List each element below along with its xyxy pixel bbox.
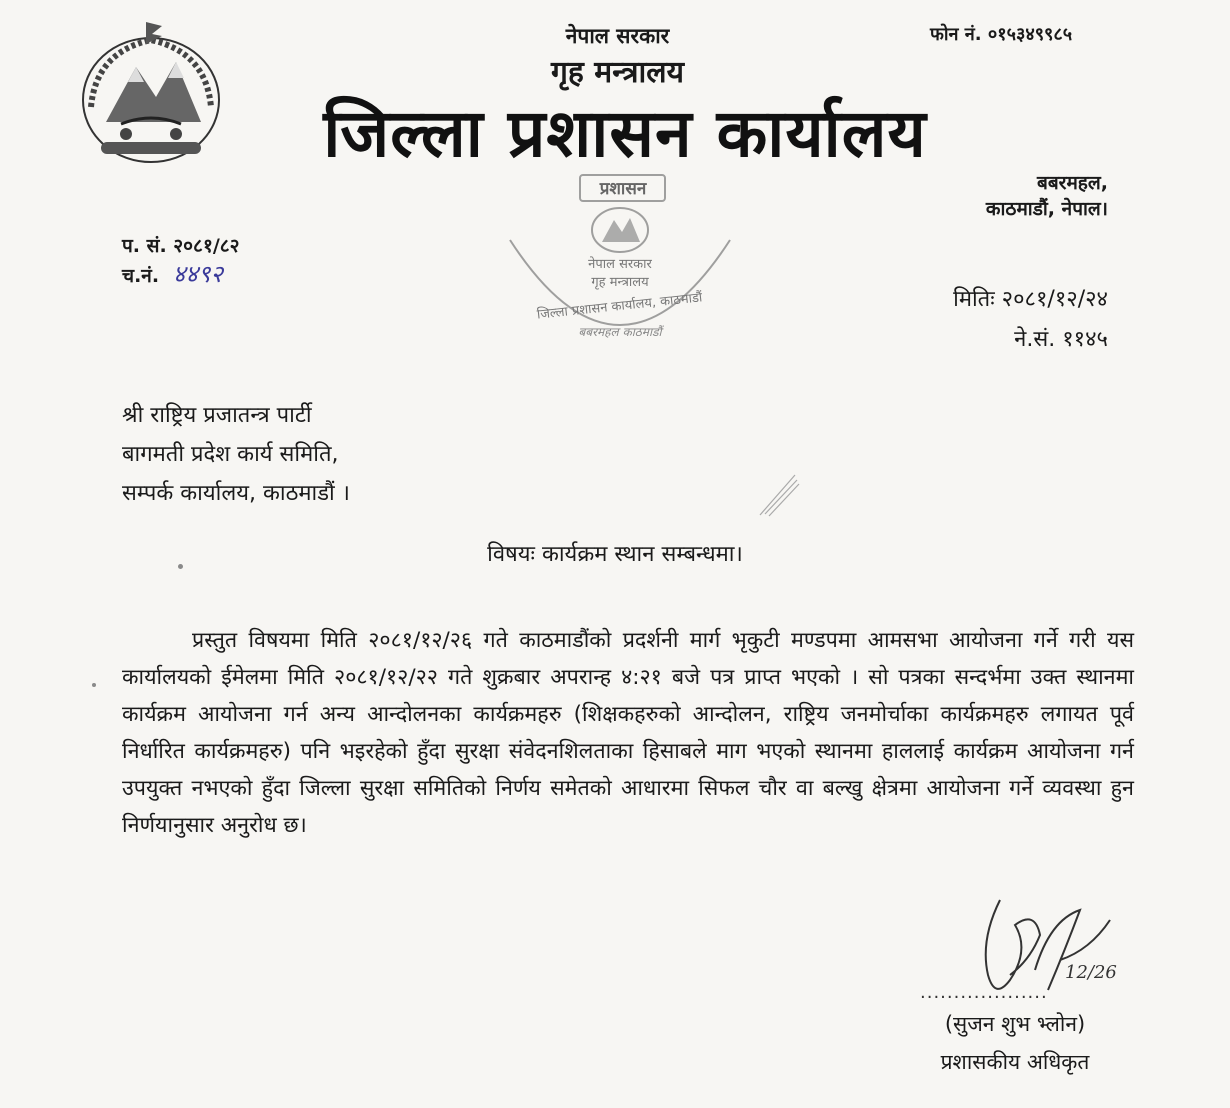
signatory-title: प्रशासकीय अधिकृत [940, 1050, 1090, 1074]
subject-line: विषयः कार्यक्रम स्थान सम्बन्धमा। [487, 542, 743, 567]
svg-text:12/26: 12/26 [1065, 962, 1117, 983]
government-label: नेपाल सरकार [565, 24, 670, 48]
dust-speck [92, 683, 96, 687]
letter-date: मितिः २०८१/१२/२४ [953, 287, 1108, 312]
recipient-line-1: श्री राष्ट्रिय प्रजातन्त्र पार्टी [122, 403, 312, 428]
dispatch-label: च.नं. [122, 265, 160, 287]
office-title: जिल्ला प्रशासन कार्यालय [323, 95, 927, 172]
signatory-name: (सुजन शुभ भ्लोन) [944, 1012, 1086, 1036]
pen-mark-icon [755, 470, 805, 520]
svg-text:नेपाल सरकार: नेपाल सरकार [588, 257, 652, 272]
recipient-address [122, 396, 350, 513]
ministry-label: गृह मन्त्रालय [550, 55, 685, 90]
office-address [986, 170, 1108, 222]
address-line-2: काठमाडौं, नेपाल। [985, 198, 1108, 220]
address-line-1: बबरमहल, [1036, 172, 1108, 194]
phone-number: फोन नं. ०१५३४९९८५ [930, 24, 1073, 45]
dispatch-number-row [122, 260, 240, 290]
reference-number: प. सं. २०८१/८२ [122, 235, 240, 257]
svg-text:प्रशासन: प्रशासन [599, 179, 647, 199]
recipient-line-2: बागमती प्रदेश कार्य समिति, [122, 442, 339, 467]
svg-text:बबरमहल काठमाडौं: बबरमहल काठमाडौं [578, 325, 662, 339]
signature-line: ................... [920, 982, 1048, 1003]
svg-text:जिल्ला प्रशासन कार्यालय, काठमा: जिल्ला प्रशासन कार्यालय, काठमाडौं [536, 290, 704, 323]
reference-block [122, 232, 240, 290]
letter-body: प्रस्तुत विषयमा मिति २०८१/१२/२६ गते काठमाडौंको प्रदर्शनी मार्ग भृकुटी मण्डपमा आमसभा आयोजना गर्ने गरी यस कार्यालयको ईमेलमा मिति २०८१/१२/२२ गते शुक्रबार अपरान्ह ४:२१ बजे पत्र प्राप्त भएको । सो पत्रका सन्दर्भमा उक्त स्थानमा कार्यक्रम आयोजना गर्न अन्य आन्दोलनका कार्यक्रमहरु (शिक्षकहरुको आन्दोलन, राष्ट्रिय जनमोर्चाका कार्यक्रमहरु लगायत पूर्व निर्धारित कार्यक्रमहरु) पनि भइरहेको हुँदा सुरक्षा संवेदनशिलताका हिसाबले माग भएको स्थानमा हाललाई कार्यक्रम आयोजना गर्न उपयुक्त नभएको हुँदा जिल्ला सुरक्षा समितिको निर्णय समेतको आधारमा सिफल चौर वा बल्खु क्षेत्रमा आयोजना गर्ने व्यवस्था हुन निर्णयानुसार अनुरोध छ। [122, 628, 1134, 838]
dispatch-number: ४४९२ [173, 260, 223, 288]
date-block [953, 280, 1108, 360]
recipient-line-3: सम्पर्क कार्यालय, काठमाडौं । [122, 481, 351, 506]
svg-text:गृह मन्त्रालय: गृह मन्त्रालय [591, 275, 649, 290]
nepal-sambat-date: ने.सं. ११४५ [1014, 327, 1108, 352]
nepal-emblem-icon [66, 12, 236, 172]
dust-speck [178, 564, 183, 569]
office-stamp-icon [490, 160, 750, 355]
